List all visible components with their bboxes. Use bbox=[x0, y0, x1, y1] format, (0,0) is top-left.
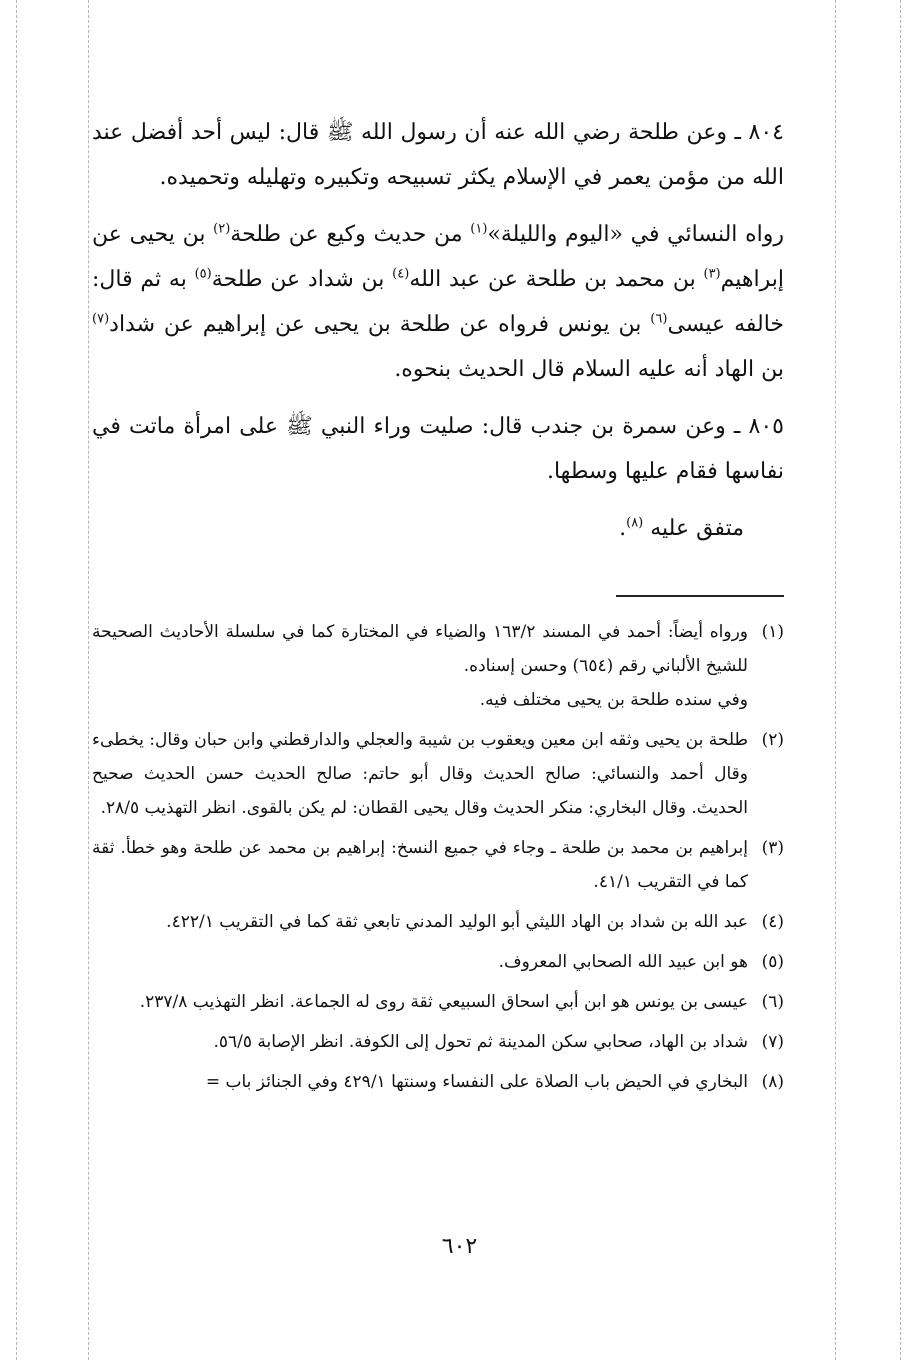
scan-guide-line bbox=[88, 0, 89, 1360]
footnote-ref-6[interactable]: (٦) bbox=[650, 311, 668, 327]
footnote-2: (٢) طلحة بن يحيى وثقه ابن معين ويعقوب بن شيبة والعجلي والدارقطني وابن حبان وقال: يخطىء وقال أحمد والنسائي: صالح الحديث وقال أبو حاتم: صالح الحديث حسن الحديث صحيح الحديث. وقال البخاري: منكر الحديث وقال يحيى القطان: لم يكن بالقوى. انظر التهذيب ٢٨/٥. bbox=[92, 723, 784, 825]
page-number: ٦٠٢ bbox=[441, 1234, 478, 1259]
footnote-number: (٣) bbox=[761, 838, 784, 858]
footnote-ref-4[interactable]: (٤) bbox=[392, 266, 410, 282]
footnote-7: (٧) شداد بن الهاد، صحابي سكن المدينة ثم تحول إلى الكوفة. انظر الإصابة ٥٦/٥. bbox=[92, 1025, 784, 1059]
page-body bbox=[92, 110, 784, 1105]
scan-guide-line bbox=[835, 0, 836, 1360]
footnote-3: (٣) إبراهيم بن محمد بن طلحة ـ وجاء في جميع النسخ: إبراهيم بن محمد عن طلحة وهو خطأ. ثقة كما في التقريب ٤١/١. bbox=[92, 831, 784, 899]
footnote-number: (١) bbox=[761, 622, 784, 642]
hadith-804: ٨٠٤ ـ وعن طلحة رضي الله عنه أن رسول الله ﷺ قال: ليس أحد أفضل عند الله من مؤمن يعمر في الإسلام يكثر تسبيحه وتكبيره وتهليله وتحميده. bbox=[92, 120, 784, 190]
scan-guide-line bbox=[16, 0, 17, 1360]
source-804: رواه النسائي في «اليوم والليلة»$^{(١)}$ من حديث وكيع عن طلحة$^{(٢)}$ بن يحيى عن إبراهيم$^{(٣)}$ بن محمد بن طلحة عن عبد الله$^{(٤)}$ بن شداد عن طلحة$^{(٥)}$ به ثم قال: خالفه عيسى$^{(٦)}$ بن يونس فرواه عن طلحة بن يحيى عن إبراهيم عن شداد$^{(٧)}$ بن الهاد أنه عليه السلام قال الحديث بنحوه. bbox=[92, 221, 784, 382]
footnote-6: (٦) عيسى بن يونس هو ابن أبي اسحاق السبيعي ثقة روى له الجماعة. انظر التهذيب ٢٣٧/٨. bbox=[92, 985, 784, 1019]
footnote-ref-1[interactable]: (١) bbox=[470, 221, 488, 237]
footnotes bbox=[92, 615, 784, 1099]
footnote-ref-3[interactable]: (٣) bbox=[703, 266, 721, 282]
footnote-1: (١) ورواه أيضاً: أحمد في المسند ١٦٣/٢ والضياء في المختارة كما في سلسلة الأحاديث الصحيحة للشيخ الألباني رقم (٦٥٤) وحسن إسناده. وفي سنده طلحة بن يحيى مختلف فيه. bbox=[92, 615, 784, 717]
footnote-separator bbox=[616, 595, 784, 597]
footnote-ref-2[interactable]: (٢) bbox=[213, 221, 231, 237]
footnote-number: (٢) bbox=[761, 730, 784, 750]
footnote-number: (٤) bbox=[761, 912, 784, 932]
scan-guide-line bbox=[900, 0, 901, 1360]
footnote-ref-8[interactable]: (٨) bbox=[626, 515, 644, 531]
footnote-ref-5[interactable]: (٥) bbox=[194, 266, 212, 282]
footnote-8: (٨) البخاري في الحيض باب الصلاة على النفساء وسنتها ٤٢٩/١ وفي الجنائز باب = bbox=[92, 1065, 784, 1099]
footnote-number: (٧) bbox=[761, 1032, 784, 1052]
footnote-number: (٦) bbox=[761, 992, 784, 1012]
hadith-805: ٨٠٥ ـ وعن سمرة بن جندب قال: صليت وراء النبي ﷺ على امرأة ماتت في نفاسها فقام عليها وسطها. bbox=[92, 414, 784, 484]
source-805: متفق عليه $^{(٨)}$. bbox=[619, 515, 744, 541]
footnote-ref-7[interactable]: (٧) bbox=[92, 311, 110, 327]
footnote-5: (٥) هو ابن عبيد الله الصحابي المعروف. bbox=[92, 945, 784, 979]
footnote-number: (٥) bbox=[761, 952, 784, 972]
footnote-4: (٤) عبد الله بن شداد بن الهاد الليثي أبو الوليد المدني تابعي ثقة كما في التقريب ٤٢٢/١. bbox=[92, 905, 784, 939]
footnote-number: (٨) bbox=[761, 1072, 784, 1092]
